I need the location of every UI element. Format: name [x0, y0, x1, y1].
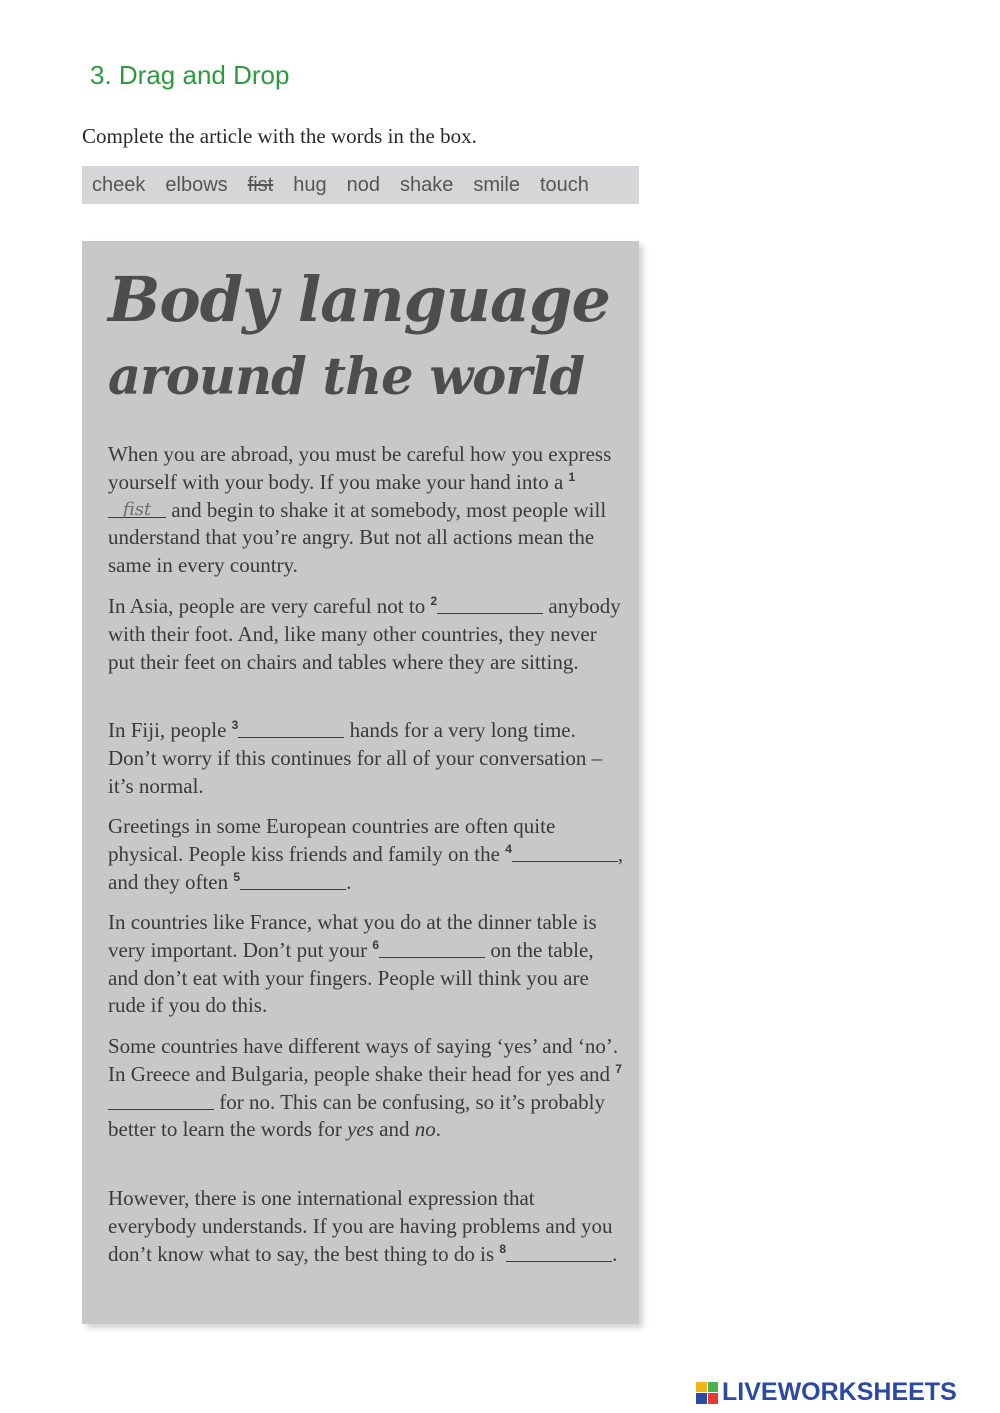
p1-text-b: and begin to shake it at somebody, most people will understand that you’re angry. But not all actions mean the same in every country.	[108, 497, 607, 578]
section-heading: 3. Drag and Drop	[90, 60, 290, 90]
p1-text-a: When you are abroad, you must be careful how you express yourself with your body. If you make your hand into a	[108, 442, 612, 494]
logo-icon	[696, 1382, 718, 1404]
article-title-line2: around the world	[108, 347, 585, 407]
instructions: Complete the article with the words in the box.	[82, 124, 477, 148]
paragraph-3	[108, 717, 628, 800]
p4-text-c: .	[346, 869, 352, 894]
p2-text-b: anybody with their foot. And, like many other countries, they never put their feet on chairs and tables where they are sitting.	[108, 594, 621, 674]
gap-number-5: 5	[233, 869, 241, 884]
gap-number-8: 8	[499, 1241, 507, 1256]
paragraph-5	[108, 909, 628, 1020]
gap-7[interactable]	[108, 1090, 214, 1110]
p7-text-a: However, there is one international expression that everybody understands. If you are having problems and you don’t know what to say, the best thing to do is	[108, 1186, 613, 1266]
p2-text-a: In Asia, people are very careful not to	[108, 594, 426, 618]
article-title-line1: Body language	[108, 263, 610, 336]
p4-text-b: , and they often	[108, 841, 624, 894]
paragraph-4	[108, 813, 628, 896]
p3-text-a: In Fiji, people	[108, 718, 227, 742]
gap-3[interactable]	[238, 718, 344, 738]
gap-number-6: 6	[372, 937, 380, 952]
paragraph-1	[108, 441, 628, 580]
paragraph-2	[108, 593, 628, 676]
p6-word-and: and	[379, 1117, 410, 1142]
gap-number-4: 4	[505, 841, 512, 856]
p5-text-a: In countries like France, what you do at the dinner table is very important. Don’t put your	[108, 910, 597, 962]
gap-5[interactable]	[240, 870, 346, 890]
p7-text-c: .	[612, 1241, 618, 1266]
gap-number-2: 2	[430, 594, 438, 608]
gap-number-1: 1	[568, 469, 576, 484]
gap-number-3: 3	[231, 718, 239, 732]
word-touch[interactable]: touch	[540, 173, 589, 196]
gap-number-7: 7	[615, 1061, 622, 1076]
liveworksheets-logo	[696, 1378, 957, 1407]
word-nod[interactable]: nod	[346, 173, 380, 196]
word-bank	[82, 166, 639, 204]
word-shake[interactable]: shake	[399, 173, 454, 196]
p6-text-a: Some countries have different ways of saying ‘yes’ and ‘no’. In Greece and Bulgaria, people shake their head for yes and	[108, 1034, 619, 1086]
word-smile[interactable]: smile	[473, 173, 520, 196]
logo-text: LIVEWORKSHEETS	[722, 1378, 957, 1406]
gap-8[interactable]	[506, 1242, 612, 1262]
p6-word-yes: yes	[347, 1117, 374, 1142]
word-cheek[interactable]: cheek	[92, 173, 146, 196]
p6-text-end: .	[435, 1117, 441, 1142]
p4-text-a: Greetings in some European countries are often quite physical. People kiss friends and family on the	[108, 814, 556, 866]
word-fist: fist	[247, 173, 274, 196]
gap-1-answer: fist	[122, 498, 152, 520]
p6-text-b: for no. This can be confusing, so it’s probably better to learn the words for	[108, 1089, 605, 1142]
word-elbows[interactable]: elbows	[165, 173, 228, 196]
article-panel	[82, 241, 639, 1324]
gap-2[interactable]	[437, 594, 543, 614]
gap-6[interactable]	[379, 938, 485, 958]
paragraph-7	[108, 1185, 628, 1268]
p5-text-b: on the table, and don’t eat with your fingers. People will think you are rude if you do this.	[108, 937, 594, 1018]
p3-text-b: hands for a very long time. Don’t worry if this continues for all of your conversation – it’s normal.	[108, 718, 603, 798]
gap-4[interactable]	[512, 842, 618, 862]
gap-1	[108, 498, 166, 518]
paragraph-6	[108, 1033, 628, 1144]
word-hug[interactable]: hug	[293, 173, 327, 196]
p6-word-no: no	[414, 1117, 436, 1142]
